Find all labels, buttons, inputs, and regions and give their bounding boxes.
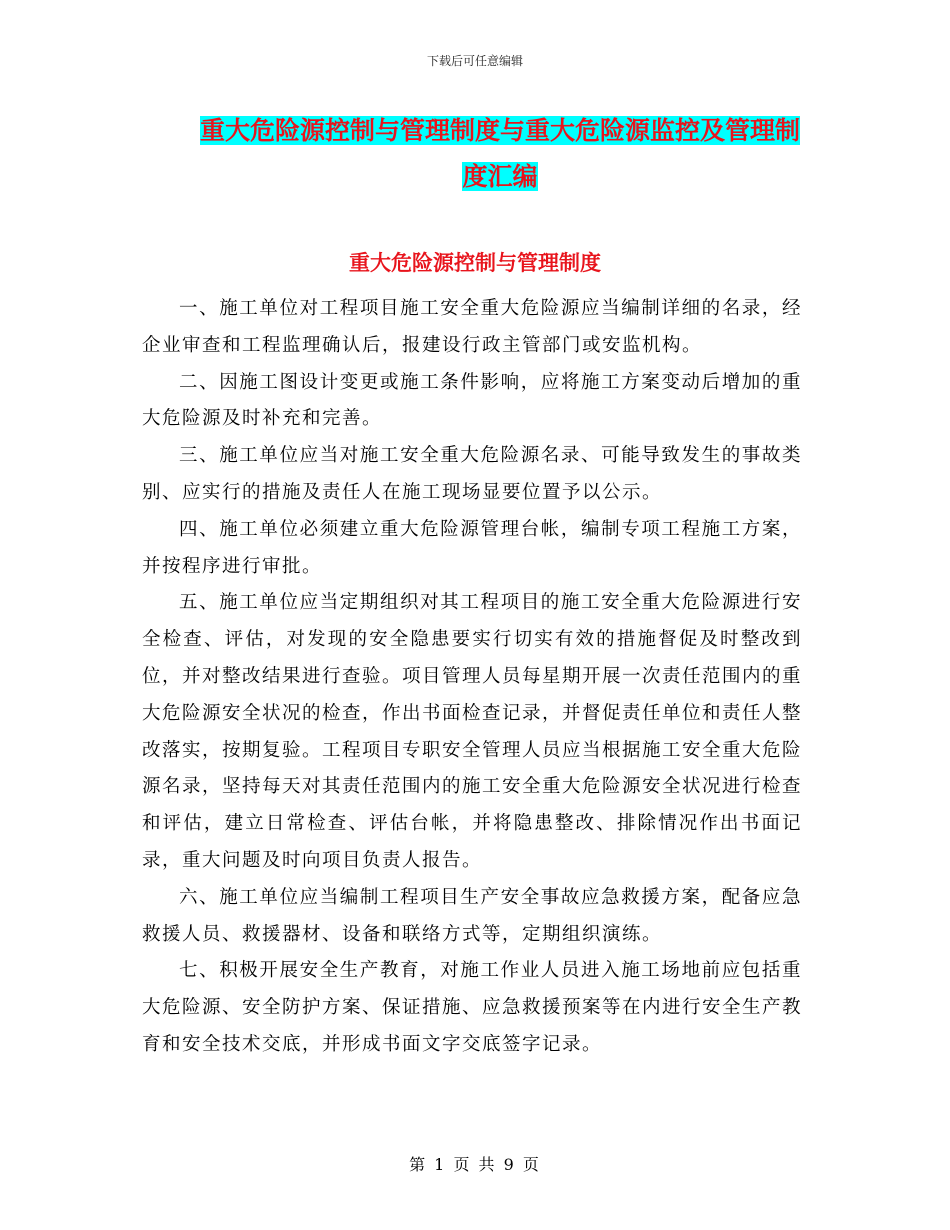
document-title xyxy=(190,108,810,200)
paragraph-5: 五、施工单位应当定期组织对其工程项目的施工安全重大危险源进行安全检查、评估，对发现的安全隐患要实行切实有效的措施督促及时整改到位，并对整改结果进行查验。项目管理人员每星期开展一次责任范围内的重大危险源安全状况的检查，作出书面检查记录，并督促责任单位和责任人整改落实，按期复验。工程项目专职安全管理人员应当根据施工安全重大危险源名录，坚持每天对其责任范围内的施工安全重大危险源安全状况进行检查和评估，建立日常检查、评估台帐，并将隐患整改、排除情况作出书面记录，重大问题及时向项目负责人报告。 xyxy=(142,592,803,871)
page-header-note: 下载后可任意编辑 xyxy=(426,54,523,68)
paragraph-3: 三、施工单位应当对施工安全重大危险源名录、可能导致发生的事故类别、应实行的措施及责任人在施工现场显要位置予以公示。 xyxy=(142,445,802,503)
document-body xyxy=(142,291,802,1064)
section-heading: 重大危险源控制与管理制度 xyxy=(349,251,601,275)
page-number-footer: 第 1 页 共 9 页 xyxy=(409,1155,541,1174)
paragraph-7: 七、积极开展安全生产教育，对施工作业人员进入施工场地前应包括重大危险源、安全防护方案、保证措施、应急救援预案等在内进行安全生产教育和安全技术交底，并形成书面文字交底签字记录。 xyxy=(142,960,803,1055)
paragraph-6: 六、施工单位应当编制工程项目生产安全事故应急救援方案，配备应急救援人员、救援器材、设备和联络方式等，定期组织演练。 xyxy=(142,886,802,945)
paragraph-4: 四、施工单位必须建立重大危险源管理台帐，编制专项工程施工方案，并按程序进行审批。 xyxy=(142,518,802,577)
document-title-text: 重大危险源控制与管理制度与重大危险源监控及管理制度汇编 xyxy=(199,116,800,191)
paragraph-2: 二、因施工图设计变更或施工条件影响，应将施工方案变动后增加的重大危险源及时补充和完善。 xyxy=(142,371,802,430)
paragraph-1: 一、施工单位对工程项目施工安全重大危险源应当编制详细的名录，经企业审查和工程监理确认后，报建设行政主管部门或安监机构。 xyxy=(142,298,802,356)
